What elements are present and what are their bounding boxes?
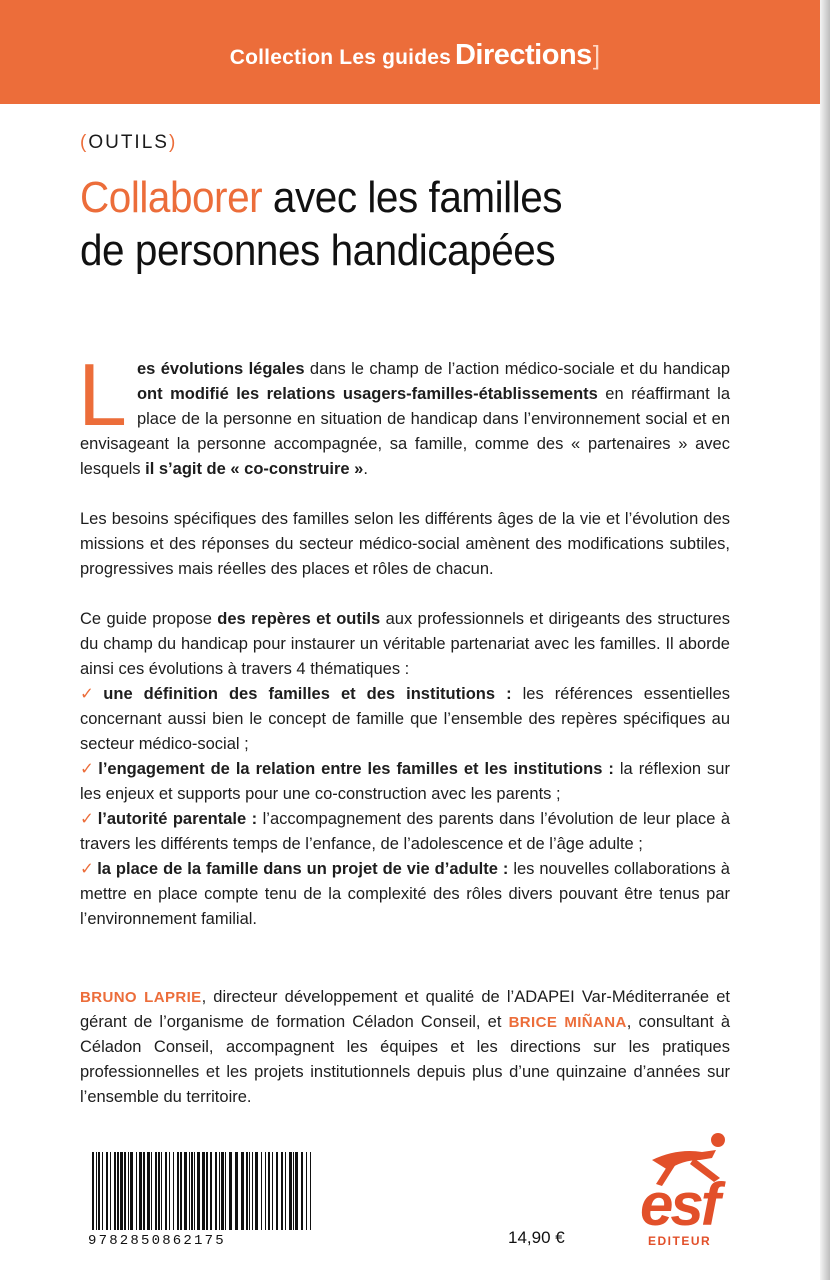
intro-bold-1: es évolutions légales [136, 360, 305, 378]
book-title [80, 171, 724, 277]
guide-text-3: aux professionnels et dirigeants des structures du champ du handicap pour instaurer un véritable partenariat avec les familles. Il aborde ainsi ces évolutions à travers 4 thématiques : [80, 610, 730, 678]
series-bracket-open: ( [80, 132, 89, 153]
theme-item [80, 682, 730, 757]
intro-paragraph [78, 345, 731, 482]
authors-text-2: , consultant à Céladon Conseil, accompagnent les équipes et les directions sur les pratiques professionnelles et les projets institutionnels depuis plus d’une quinzaine d’années sur l’ensemble du territoire. [80, 1013, 730, 1106]
theme-text: les références essentielles concernant aussi bien le concept de famille que l’ensemble des repères spécifiques au secteur médico-social ; [80, 685, 731, 753]
check-icon: ✓ [80, 810, 95, 828]
second-paragraph: Les besoins spécifiques des familles selon les différents âges de la vie et l’évolution des missions et des réponses du secteur médico-social amènent des modifications subtiles, progressives mais réelles des places et rôles de chacun. [80, 510, 730, 578]
authors-text-1: , directeur développement et qualité de l’ADAPEI Var-Méditerranée et gérant de l’organisme de formation Céladon Conseil, et [80, 988, 730, 1031]
isbn-number: 9782850862175 [88, 1233, 226, 1249]
guide-paragraph [80, 607, 730, 682]
theme-item [80, 757, 730, 807]
guide-text-1: Ce guide propose [80, 610, 218, 628]
publisher-logo-subtitle: EDITEUR [648, 1234, 712, 1248]
isbn-barcode [88, 1150, 318, 1250]
publisher-logo [632, 1130, 742, 1250]
collection-bracket: ] [592, 40, 601, 70]
barcode-bars [88, 1150, 318, 1232]
title-accent: Collaborer [80, 173, 263, 222]
collection-name [230, 39, 601, 72]
theme-item [80, 857, 730, 932]
theme-title: l’engagement de la relation entre les familles et les institutions : [98, 760, 614, 778]
title-line-2: de personnes handicapées [80, 226, 556, 275]
check-icon: ✓ [80, 860, 95, 878]
blurb [78, 345, 731, 932]
collection-label: Collection Les guides [229, 46, 451, 69]
intro-bold-5: il s’agit de « co-construire » [145, 460, 364, 478]
drop-cap: L [78, 345, 127, 444]
intro-text-6: . [363, 460, 368, 478]
series-label [80, 132, 177, 154]
theme-title: une définition des familles et des institutions : [103, 685, 512, 703]
author-name-1: BRUNO LAPRIE [80, 989, 202, 1006]
authors-paragraph [80, 985, 730, 1110]
series-bracket-close: ) [168, 132, 178, 153]
author-name-2: BRICE MIÑANA [508, 1014, 627, 1031]
collection-banner [0, 0, 830, 104]
theme-text: l’accompagnement des parents dans l’évolution de leur place à travers les différents temps de l’enfance, de l’adolescence et de l’âge adulte ; [80, 810, 731, 853]
theme-item [80, 807, 730, 857]
theme-title: la place de la famille dans un projet de vie d’adulte : [97, 860, 509, 878]
check-icon: ✓ [80, 685, 101, 703]
theme-title: l’autorité parentale : [97, 810, 258, 828]
series-text: OUTILS [88, 132, 169, 153]
publisher-logo-word: esf [640, 1171, 718, 1238]
price: 14,90 € [508, 1228, 565, 1247]
intro-text-2: dans le champ de l’action médico-sociale et du handicap [304, 360, 730, 378]
intro-bold-3: ont modifié les relations usagers-familles-établissements [136, 385, 598, 403]
guide-bold: des repères et outils [217, 610, 381, 628]
theme-text: la réflexion sur les enjeux et supports pour une co-construction avec les parents ; [80, 760, 730, 803]
title-rest-line-1: avec les familles [262, 173, 563, 222]
title-line-1 [80, 171, 724, 224]
check-icon: ✓ [80, 760, 96, 778]
theme-text: les nouvelles collaborations à mettre en place compte tenu de la complexité des rôles divers pouvant être tenus par l’environnement familial. [80, 860, 730, 928]
collection-brand: Directions [454, 39, 592, 71]
intro-text-4: en réaffirmant la place de la personne en situation de handicap dans l’environnement social et en envisageant la personne accompagnée, sa famille, comme des « partenaires » avec lesquels [80, 385, 731, 478]
